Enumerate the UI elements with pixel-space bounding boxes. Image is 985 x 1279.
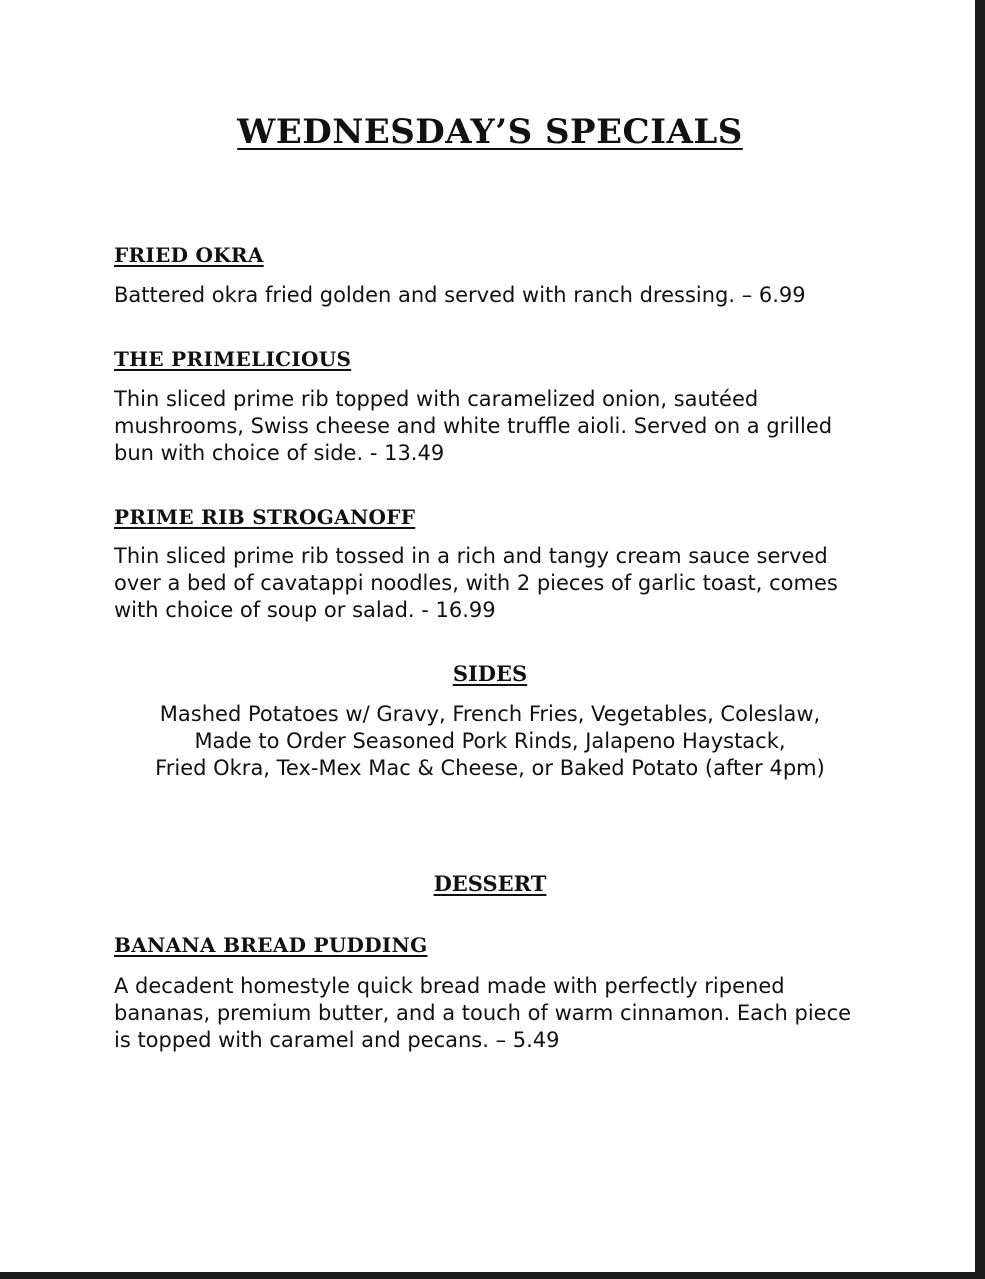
item-heading-primelicious: THE PRIMELICIOUS <box>114 347 352 371</box>
item-description-fried-okra: Battered okra fried golden and served with ranch dressing. – 6.99 <box>114 283 806 307</box>
page-edge-right <box>975 0 985 1279</box>
item-description-primelicious: Thin sliced prime rib topped with caramelized onion, sautéed mushrooms, Swiss cheese and white truffle aioli. Served on a grilled bun with choice of side. - 13.49 <box>114 387 833 465</box>
sides-line: Fried Okra, Tex-Mex Mac & Cheese, or Baked Potato (after 4pm) <box>155 756 825 780</box>
sides-list <box>0 701 980 782</box>
item-heading-fried-okra: FRIED OKRA <box>114 243 264 267</box>
sides-line: Made to Order Seasoned Pork Rinds, Jalapeno Haystack, <box>194 729 786 753</box>
sides-heading: SIDES <box>452 661 528 686</box>
item-description-prime-rib-stroganoff: Thin sliced prime rib tossed in a rich and tangy cream sauce served over a bed of cavatappi noodles, with 2 pieces of garlic toast, comes with choice of soup or salad. - 16.99 <box>114 544 838 622</box>
item-heading-banana-bread-pudding: BANANA BREAD PUDDING <box>114 933 428 957</box>
page-title: WEDNESDAY’S SPECIALS <box>237 112 743 152</box>
sides-line: Mashed Potatoes w/ Gravy, French Fries, Vegetables, Coleslaw, <box>159 702 821 726</box>
dessert-heading: DESSERT <box>433 871 547 896</box>
item-heading-prime-rib-stroganoff: PRIME RIB STROGANOFF <box>114 505 416 529</box>
item-description-banana-bread-pudding: A decadent homestyle quick bread made with perfectly ripened bananas, premium butter, and a touch of warm cinnamon. Each piece is topped with caramel and pecans. – 5.49 <box>114 974 852 1052</box>
page-edge-bottom <box>0 1272 985 1279</box>
